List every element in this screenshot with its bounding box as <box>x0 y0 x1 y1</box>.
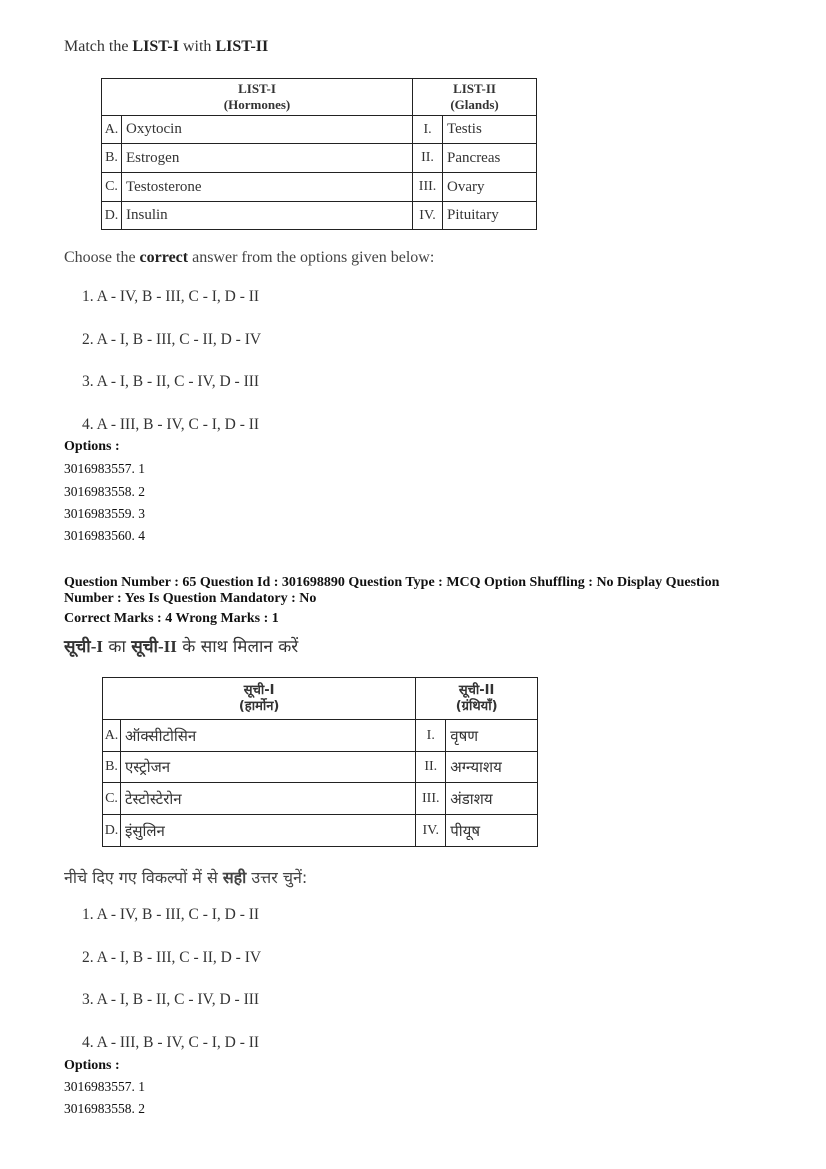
table-row: B. Estrogen II. Pancreas <box>102 144 537 173</box>
table-row: A. ऑक्सीटोसिन I. वृषण <box>103 720 538 752</box>
q2-option-2[interactable]: 2. A - I, B - III, C - II, D - IV <box>82 949 262 966</box>
q1-option-4[interactable]: 4. A - III, B - IV, C - I, D - II <box>82 416 260 433</box>
q2-options-label: Options : <box>64 1058 120 1073</box>
q2-option-1[interactable]: 1. A - IV, B - III, C - I, D - II <box>82 906 260 923</box>
q2-col2-header: सूची-II (ग्रंथियाँ) <box>416 678 538 720</box>
table-row: C. टेस्टोस्टेरोन III. अंडाशय <box>103 783 538 815</box>
q1-col2-header: LIST-II (Glands) <box>413 79 537 116</box>
q1-instruction: Choose the correct answer from the options given below: <box>64 249 435 266</box>
q2-col1-header: सूची-I (हार्मोन) <box>103 678 416 720</box>
table-row: D. इंसुलिन IV. पीयूष <box>103 815 538 847</box>
q1-option-1[interactable]: 1. A - IV, B - III, C - I, D - II <box>82 288 260 305</box>
q2-option-code: 3016983558. 2 <box>64 1101 145 1116</box>
q1-options-label: Options : <box>64 439 120 454</box>
q1-option-code: 3016983557. 1 <box>64 461 145 476</box>
q1-option-3[interactable]: 3. A - I, B - II, C - IV, D - III <box>82 373 260 390</box>
table-row: D. Insulin IV. Pituitary <box>102 202 537 230</box>
table-row: C. Testosterone III. Ovary <box>102 173 537 202</box>
question-meta: Question Number : 65 Question Id : 301698890 Question Type : MCQ Option Shuffling : No Display Question Number : Yes Is Question Mandatory : No Correct Marks : 4 Wrong Marks : 1 <box>64 575 720 626</box>
q2-match-table <box>102 677 538 847</box>
q1-option-code: 3016983559. 3 <box>64 506 145 521</box>
q2-option-4[interactable]: 4. A - III, B - IV, C - I, D - II <box>82 1034 260 1051</box>
q1-col1-header: LIST-I (Hormones) <box>102 79 413 116</box>
q1-option-2[interactable]: 2. A - I, B - III, C - II, D - IV <box>82 331 262 348</box>
q2-heading: सूची-I का सूची-II के साथ मिलान करें <box>64 637 299 657</box>
q1-heading: Match the LIST-I with LIST-II <box>64 38 269 55</box>
q1-option-code: 3016983558. 2 <box>64 484 145 499</box>
q2-instruction: नीचे दिए गए विकल्पों में से सही उत्तर चुनें: <box>64 868 308 887</box>
q1-option-code: 3016983560. 4 <box>64 528 145 543</box>
table-row: B. एस्ट्रोजन II. अग्न्याशय <box>103 752 538 783</box>
q2-option-3[interactable]: 3. A - I, B - II, C - IV, D - III <box>82 991 260 1008</box>
q2-option-code: 3016983557. 1 <box>64 1079 145 1094</box>
table-row: A. Oxytocin I. Testis <box>102 116 537 144</box>
q1-match-table <box>101 78 537 230</box>
